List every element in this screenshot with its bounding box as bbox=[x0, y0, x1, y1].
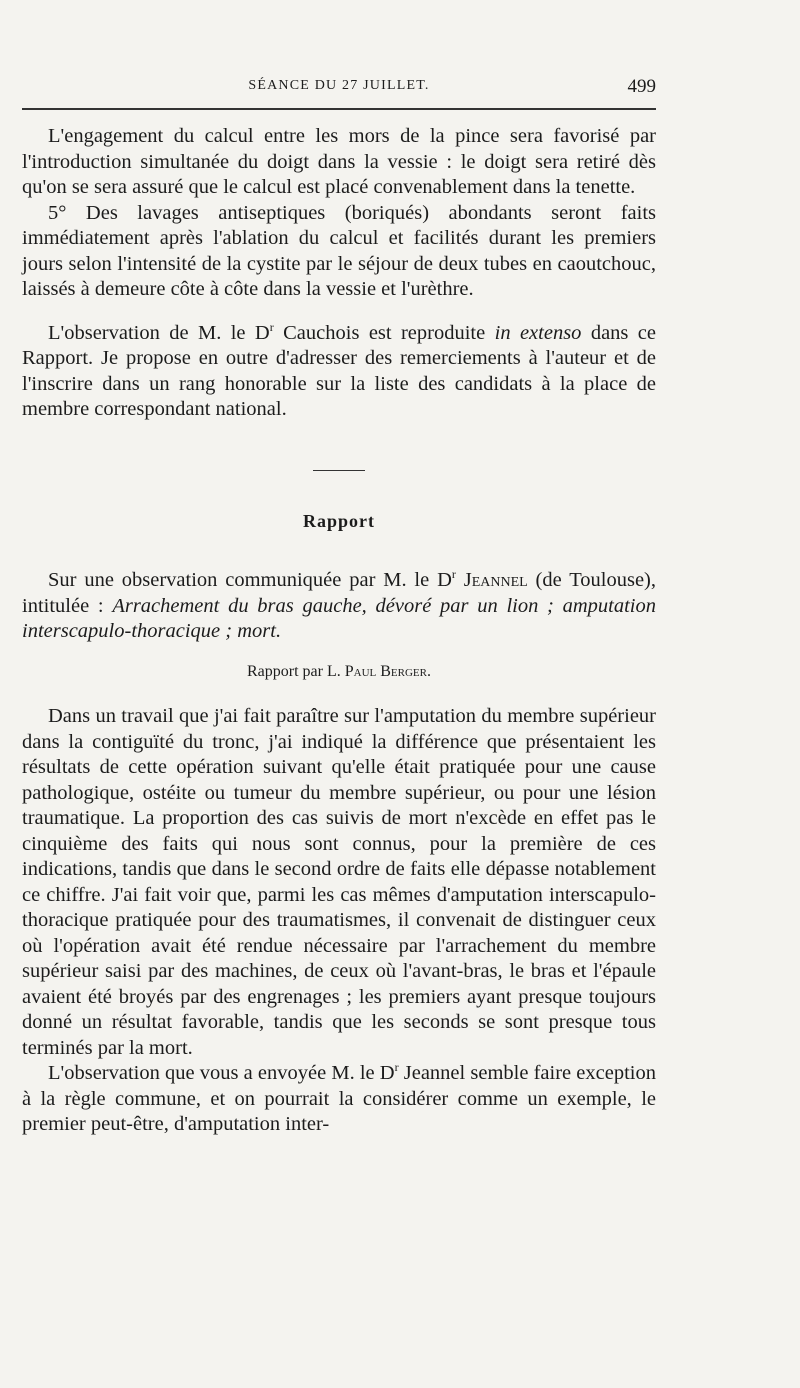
section-separator bbox=[313, 470, 365, 471]
continuation-paragraph: L'engagement du calcul entre les mors de la pince sera favorisé par l'introduction simultanée du doigt dans la vessie : le doigt sera retiré dès qu'on se sera assuré que le calcul est placé convenablement dans la tenette. bbox=[22, 125, 656, 198]
author-name: Jeannel bbox=[463, 569, 528, 591]
final-paragraph: L'observation que vous a envoyée M. le $D^r$ Jeannel semble faire exception à la règle commune, et on pourrait la considérer comme un exemple, le premier peut-être, d'amputation inter- bbox=[22, 1060, 656, 1135]
report-byline: Rapport par L. Paul Berger. bbox=[247, 662, 431, 680]
page-header bbox=[22, 76, 656, 102]
report-intro-paragraph: Sur une observation communiquée par M. le $D^r$ Jeannel (de Toulouse), intitulée : Arrachement du bras gauche, dévoré par un lion ; amputation interscapulo-thoracique ; mort. bbox=[22, 567, 657, 642]
header-rule bbox=[22, 108, 656, 110]
main-paragraph: Dans un travail que j'ai fait paraître sur l'amputation du membre supérieur dans la contiguïté du tronc, j'ai indiqué la différence que présentaient les résultats de cette opération suivant qu'elle était pratiquée pour une cause pathologique, ostéite ou tumeur du membre supérieur, ou pour une lésion traumatique. La proportion des cas suivis de mort n'excède en effet pas le cinquième des faits qui nous sont connus, pour la première de ces indications, tandis que dans le second ordre de faits elle dépasse notablement ce chiffre. J'ai fait voir que, parmi les cas mêmes d'amputation interscapulo-thoracique pratiquée pour des traumatismes, il convenait de distinguer ceux où l'opération avait été rendue nécessaire par l'arrachement du membre supérieur saisi par des machines, de ceux où l'avant-bras, le bras et l'épaule avaient été broyés par des engrenages ; les premiers ayant presque toujours donné un résultat favorable, tandis que les seconds se sont presque tous terminés par la mort. bbox=[22, 705, 656, 1059]
page-number: 499 bbox=[627, 76, 656, 97]
section-title: Rapport bbox=[302, 510, 375, 531]
observation-title: Arrachement du bras gauche, dévoré par un lion ; amputation interscapulo-thoracique ; mort. bbox=[22, 594, 656, 642]
page-body bbox=[22, 124, 656, 1138]
item-5-paragraph: 5° Des lavages antiseptiques (boriqués) abondants seront faits immédiatement après l'ablation du calcul et facilités durant les premiers jours selon l'intensité de la cystite par le séjour de deux tubes en caoutchouc, laissés à demeure côte à côte dans la vessie et l'urèthre. bbox=[22, 201, 656, 300]
observation-paragraph: L'observation de M. le $D^r$ Cauchois est reproduite in extenso dans ce Rapport. Je propose en outre d'adresser des remerciements à l'auteur et de l'inscrire dans un rang honorable sur la liste des candidats à la place de membre correspondant national. bbox=[22, 319, 656, 420]
running-title: SÉANCE DU 27 JUILLET. bbox=[248, 78, 430, 93]
